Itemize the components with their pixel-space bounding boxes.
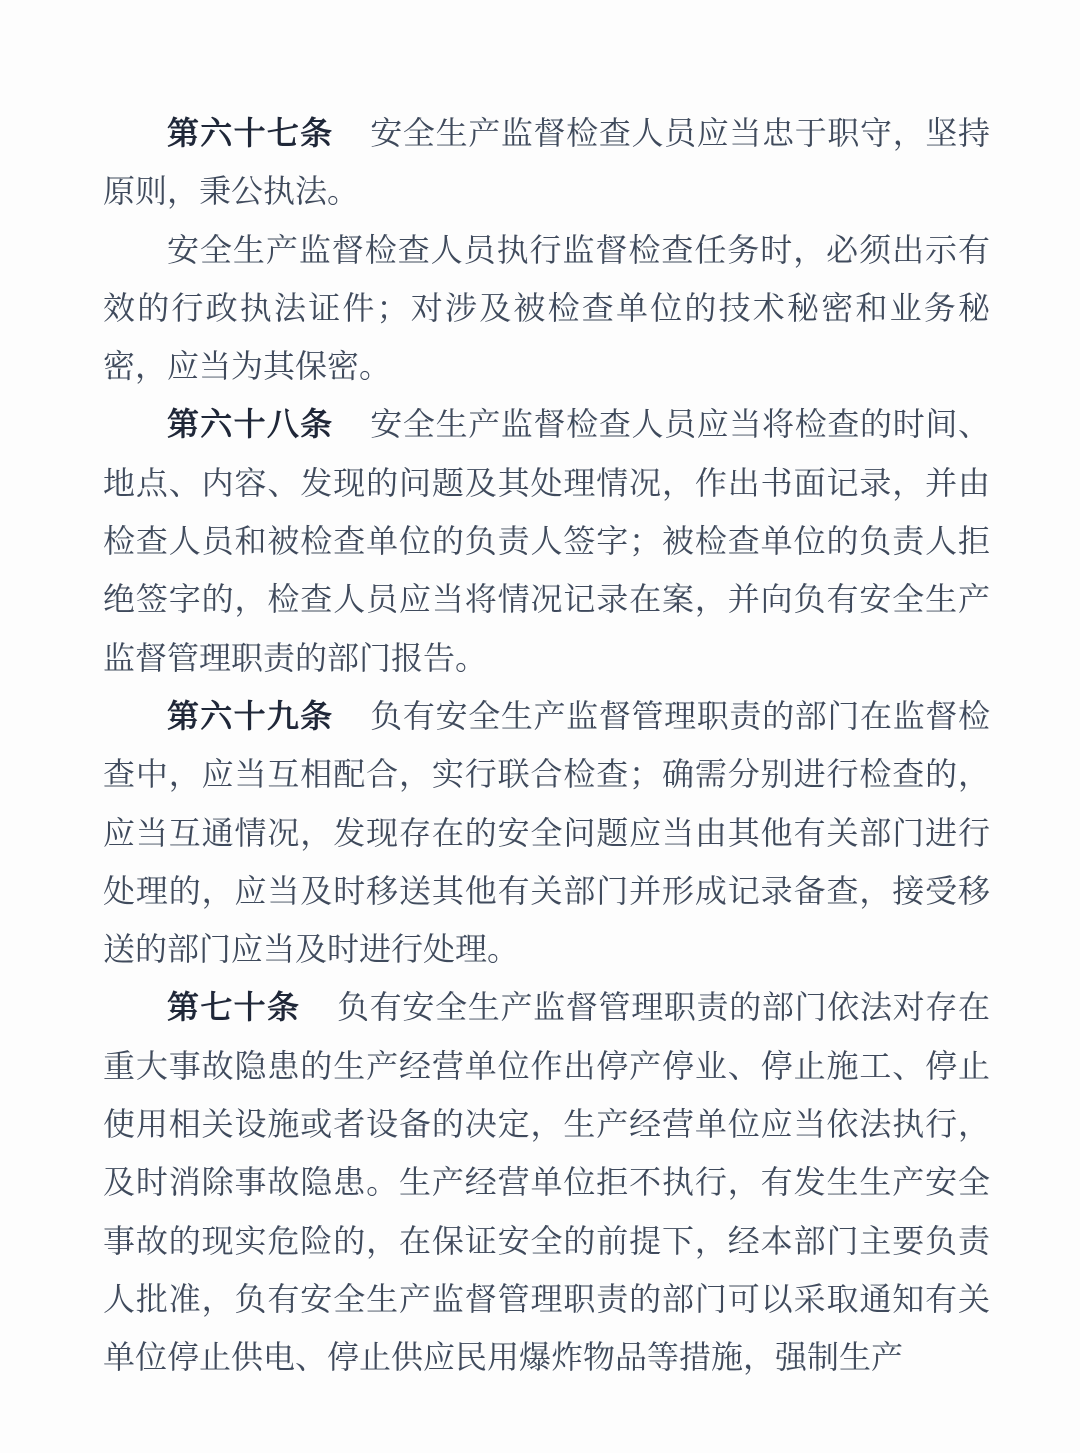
law-paragraph	[103, 978, 990, 1386]
paragraph-text: 安全生产监督检查人员执行监督检查任务时，必须出示有效的行政执法证件；对涉及被检查单位的技术秘密和业务秘密，应当为其保密。	[103, 231, 990, 385]
law-paragraph	[103, 687, 990, 978]
document-body	[103, 104, 990, 1387]
law-paragraph	[103, 221, 990, 396]
article-number: 第六十八条	[167, 406, 334, 443]
paragraph-text: 负有安全生产监督管理职责的部门在监督检查中，应当互相配合，实行联合检查；确需分别进行检查的，应当互通情况，发现存在的安全问题应当由其他有关部门进行处理的，应当及时移送其他有关部门并形成记录备查，接受移送的部门应当及时进行处理。	[103, 697, 990, 968]
article-number: 第六十九条	[167, 697, 334, 734]
law-paragraph	[103, 395, 990, 686]
paragraph-text: 安全生产监督检查人员应当将检查的时间、地点、内容、发现的问题及其处理情况，作出书面记录，并由检查人员和被检查单位的负责人签字；被检查单位的负责人拒绝签字的，检查人员应当将情况记录在案，并向负有安全生产监督管理职责的部门报告。	[103, 406, 990, 676]
paragraph-text: 安全生产监督检查人员应当忠于职守，坚持原则，秉公执法。	[103, 115, 990, 210]
article-number: 第七十条	[167, 989, 301, 1026]
law-paragraph	[103, 104, 990, 221]
article-number: 第六十七条	[167, 115, 334, 151]
paragraph-text: 负有安全生产监督管理职责的部门依法对存在重大事故隐患的生产经营单位作出停产停业、停止施工、停止使用相关设施或者设备的决定，生产经营单位应当依法执行，及时消除事故隐患。生产经营单位拒不执行，有发生生产安全事故的现实危险的，在保证安全的前提下，经本部门主要负责人批准，负有安全生产监督管理职责的部门可以采取通知有关单位停止供电、停止供应民用爆炸物品等措施，强制生产	[103, 989, 990, 1376]
